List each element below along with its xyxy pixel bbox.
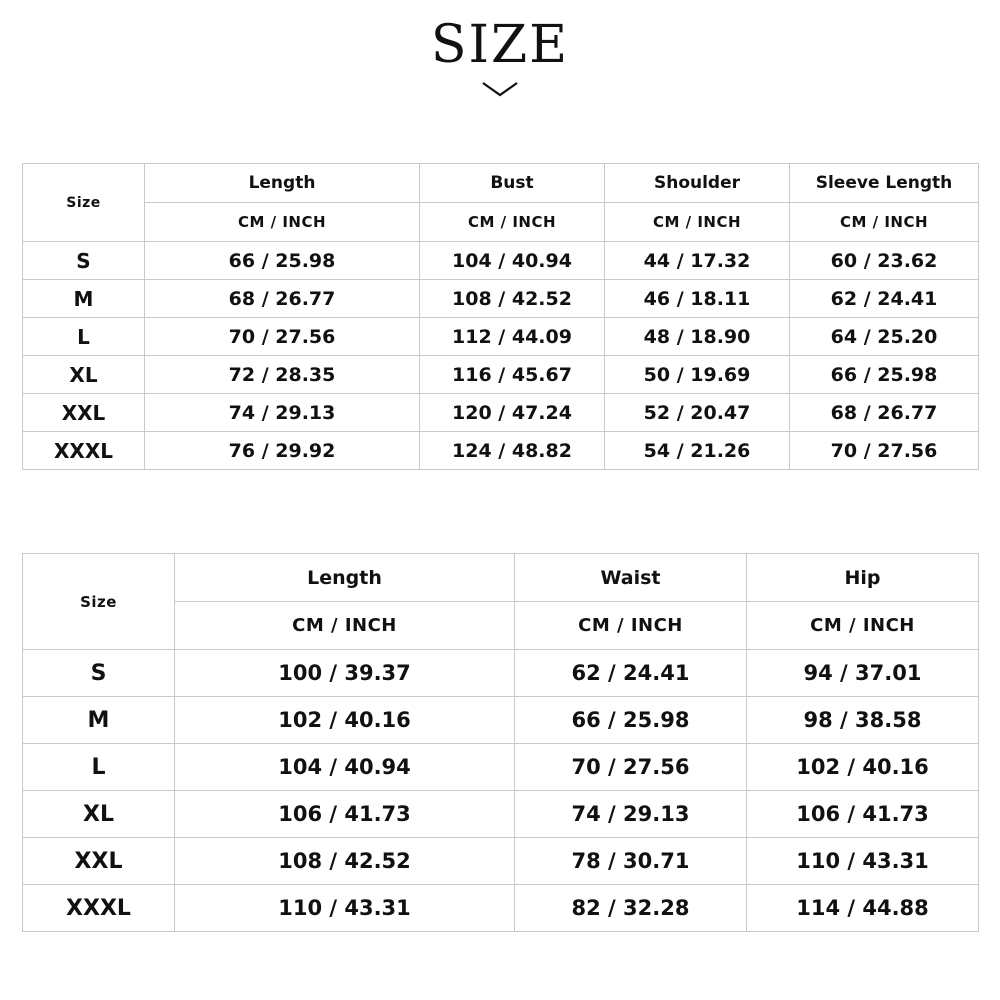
row-size-label: XXL <box>23 838 175 885</box>
row-size-label: S <box>23 650 175 697</box>
cell-value: 116 / 45.67 <box>420 356 605 394</box>
size-table-bottom <box>22 553 979 932</box>
page-title: SIZE <box>430 15 570 75</box>
cell-value: 120 / 47.24 <box>420 394 605 432</box>
cell-value: 62 / 24.41 <box>515 650 747 697</box>
table-row <box>23 838 979 885</box>
column-unit-label: CM / INCH <box>175 602 515 650</box>
cell-value: 104 / 40.94 <box>175 744 515 791</box>
table-row <box>23 356 979 394</box>
table-row <box>23 432 979 470</box>
cell-value: 112 / 44.09 <box>420 318 605 356</box>
cell-value: 78 / 30.71 <box>515 838 747 885</box>
row-size-label: M <box>23 280 145 318</box>
column-unit-label: CM / INCH <box>420 203 605 242</box>
cell-value: 76 / 29.92 <box>145 432 420 470</box>
cell-value: 102 / 40.16 <box>747 744 979 791</box>
cell-value: 110 / 43.31 <box>175 885 515 932</box>
cell-value: 74 / 29.13 <box>515 791 747 838</box>
column-unit-label: CM / INCH <box>605 203 790 242</box>
column-header-size: Size <box>23 554 175 650</box>
table-row <box>23 744 979 791</box>
row-size-label: XL <box>23 791 175 838</box>
table-row <box>23 394 979 432</box>
cell-value: 66 / 25.98 <box>515 697 747 744</box>
cell-value: 70 / 27.56 <box>790 432 979 470</box>
table-unit-row <box>23 203 979 242</box>
cell-value: 108 / 42.52 <box>420 280 605 318</box>
cell-value: 50 / 19.69 <box>605 356 790 394</box>
cell-value: 108 / 42.52 <box>175 838 515 885</box>
column-unit-label: CM / INCH <box>515 602 747 650</box>
table-row <box>23 318 979 356</box>
table-row <box>23 650 979 697</box>
cell-value: 48 / 18.90 <box>605 318 790 356</box>
cell-value: 70 / 27.56 <box>515 744 747 791</box>
cell-value: 98 / 38.58 <box>747 697 979 744</box>
cell-value: 82 / 32.28 <box>515 885 747 932</box>
cell-value: 106 / 41.73 <box>175 791 515 838</box>
cell-value: 70 / 27.56 <box>145 318 420 356</box>
cell-value: 124 / 48.82 <box>420 432 605 470</box>
table-header-row <box>23 554 979 602</box>
table-header-row <box>23 164 979 203</box>
column-header-group: Hip <box>747 554 979 602</box>
column-header-group: Sleeve Length <box>790 164 979 203</box>
table-row <box>23 242 979 280</box>
row-size-label: XXXL <box>23 432 145 470</box>
cell-value: 94 / 37.01 <box>747 650 979 697</box>
column-header-group: Shoulder <box>605 164 790 203</box>
cell-value: 68 / 26.77 <box>790 394 979 432</box>
column-unit-label: CM / INCH <box>747 602 979 650</box>
title-block <box>0 0 1000 101</box>
row-size-label: L <box>23 744 175 791</box>
row-size-label: XXXL <box>23 885 175 932</box>
size-table-top <box>22 163 979 470</box>
cell-value: 72 / 28.35 <box>145 356 420 394</box>
cell-value: 100 / 39.37 <box>175 650 515 697</box>
cell-value: 74 / 29.13 <box>145 394 420 432</box>
cell-value: 62 / 24.41 <box>790 280 979 318</box>
cell-value: 52 / 20.47 <box>605 394 790 432</box>
cell-value: 66 / 25.98 <box>790 356 979 394</box>
column-unit-label: CM / INCH <box>790 203 979 242</box>
cell-value: 64 / 25.20 <box>790 318 979 356</box>
cell-value: 60 / 23.62 <box>790 242 979 280</box>
cell-value: 106 / 41.73 <box>747 791 979 838</box>
cell-value: 44 / 17.32 <box>605 242 790 280</box>
cell-value: 114 / 44.88 <box>747 885 979 932</box>
table-row <box>23 697 979 744</box>
cell-value: 104 / 40.94 <box>420 242 605 280</box>
cell-value: 46 / 18.11 <box>605 280 790 318</box>
table-row <box>23 280 979 318</box>
cell-value: 66 / 25.98 <box>145 242 420 280</box>
column-unit-label: CM / INCH <box>145 203 420 242</box>
chevron-down-icon <box>0 79 1000 101</box>
cell-value: 102 / 40.16 <box>175 697 515 744</box>
table-row <box>23 885 979 932</box>
table-row <box>23 791 979 838</box>
row-size-label: M <box>23 697 175 744</box>
cell-value: 68 / 26.77 <box>145 280 420 318</box>
row-size-label: S <box>23 242 145 280</box>
column-header-size: Size <box>23 164 145 242</box>
column-header-group: Length <box>175 554 515 602</box>
column-header-group: Length <box>145 164 420 203</box>
row-size-label: XL <box>23 356 145 394</box>
cell-value: 110 / 43.31 <box>747 838 979 885</box>
row-size-label: XXL <box>23 394 145 432</box>
cell-value: 54 / 21.26 <box>605 432 790 470</box>
row-size-label: L <box>23 318 145 356</box>
column-header-group: Bust <box>420 164 605 203</box>
column-header-group: Waist <box>515 554 747 602</box>
